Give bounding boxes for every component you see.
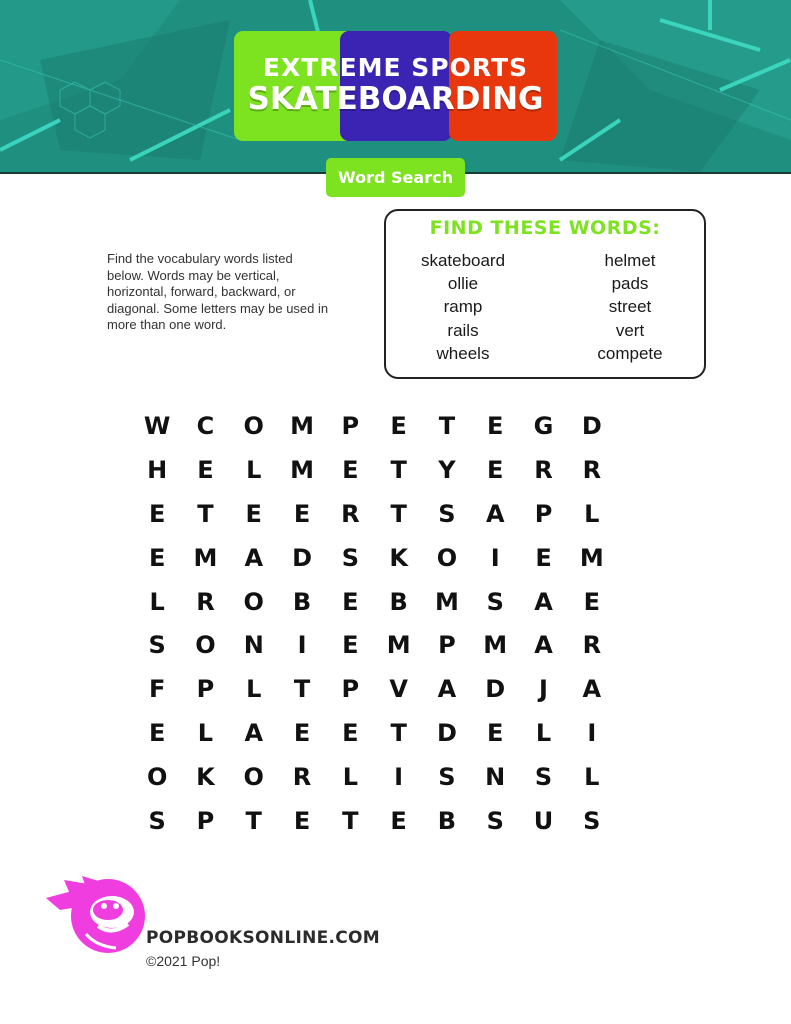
grid-letter: D: [292, 543, 312, 572]
grid-letter: R: [341, 499, 360, 528]
grid-letter: I: [490, 543, 500, 572]
grid-letter: O: [243, 763, 264, 792]
grid-letter: A: [534, 631, 553, 660]
grid-letter: A: [244, 719, 264, 748]
grid-letter: T: [390, 499, 407, 528]
word-item: ramp: [443, 297, 483, 317]
title-extreme-sports: EXTREME SPORTS: [262, 53, 529, 82]
grid-letter: T: [390, 719, 407, 748]
grid-letter: R: [582, 631, 602, 660]
grid-letter: L: [535, 719, 552, 748]
grid-letter: B: [292, 587, 312, 616]
grid-letter: O: [243, 587, 264, 616]
grid-letter: I: [394, 763, 404, 792]
grid-letter: A: [534, 587, 553, 616]
grid-letter: T: [245, 807, 262, 836]
grid-letter: L: [584, 499, 600, 528]
word-item: wheels: [436, 343, 490, 363]
grid-letter: V: [389, 675, 408, 704]
grid-letter: R: [582, 455, 602, 484]
grid-letter: Y: [438, 455, 456, 484]
word-list-title: FIND THESE WORDS:: [429, 217, 661, 239]
word-item: pads: [611, 274, 649, 294]
grid-letter: D: [581, 412, 602, 440]
word-list-right: [565, 249, 695, 365]
grid-letter: P: [196, 675, 215, 704]
grid-letter: S: [486, 587, 504, 616]
grid-letter: O: [195, 631, 216, 660]
grid-letter: E: [342, 719, 359, 748]
grid-letter: J: [539, 675, 548, 704]
grid-letter: L: [149, 587, 165, 616]
grid-letter: E: [535, 543, 552, 572]
grid-letter: T: [390, 455, 407, 484]
grid-letter: E: [148, 543, 166, 572]
grid-letter: E: [487, 455, 504, 484]
grid-letter: A: [582, 675, 602, 704]
word-item: compete: [597, 343, 663, 363]
grid-letter: M: [483, 631, 508, 660]
grid-letter: R: [534, 455, 553, 484]
grid-letter: E: [293, 719, 311, 748]
grid-letter: S: [341, 543, 359, 572]
word-item: skateboard: [420, 251, 506, 270]
footer-site-link[interactable]: POPBOOKSONLINE.COM: [146, 928, 381, 948]
grid-letter: A: [485, 499, 505, 528]
word-search-grid: [133, 407, 657, 846]
header-banner: [0, 0, 791, 174]
grid-letter: P: [196, 807, 215, 836]
grid-letter: L: [246, 675, 262, 704]
grid-letter: P: [341, 675, 360, 704]
grid-letter: O: [436, 543, 458, 572]
grid-letter: N: [243, 631, 264, 660]
grid-letter: S: [438, 763, 456, 792]
grid-letter: S: [583, 807, 601, 836]
grid-letter: P: [341, 412, 360, 440]
grid-letter: N: [485, 763, 506, 792]
grid-letter: E: [293, 499, 311, 528]
grid-letter: S: [486, 807, 504, 836]
word-item: street: [608, 297, 652, 317]
grid-letter: W: [143, 412, 171, 440]
footer-copyright: ©2021 Pop!: [146, 953, 221, 969]
grid-letter: K: [196, 763, 215, 792]
grid-letter: P: [438, 631, 456, 660]
grid-letter: T: [342, 807, 359, 836]
grid-letter: M: [579, 543, 604, 572]
subtitle-word-search: Word Search: [326, 158, 465, 197]
title-skateboarding: SKATEBOARDING: [247, 81, 544, 117]
grid-letter: L: [342, 763, 358, 792]
word-item: vert: [615, 320, 645, 340]
grid-letter: M: [290, 455, 314, 484]
grid-letter: S: [148, 807, 166, 836]
grid-letter: L: [584, 763, 600, 792]
grid-letter: E: [390, 412, 407, 440]
grid-letter: A: [244, 543, 264, 572]
word-item: ollie: [447, 274, 479, 294]
word-list-left: [398, 249, 528, 365]
grid-letter: E: [197, 455, 214, 484]
grid-letter: M: [290, 412, 314, 440]
grid-letter: T: [197, 499, 214, 528]
grid-letter: P: [534, 499, 553, 528]
grid-letter: L: [197, 719, 214, 748]
grid-letter: M: [193, 543, 218, 572]
word-item: rails: [447, 320, 479, 340]
grid-letter: E: [390, 807, 407, 836]
grid-letter: E: [583, 587, 601, 616]
grid-letter: I: [587, 719, 597, 748]
grid-letter: E: [148, 719, 166, 748]
grid-letter: T: [293, 675, 311, 704]
grid-letter: T: [438, 412, 456, 440]
grid-letter: E: [342, 631, 359, 660]
grid-letter: D: [485, 675, 506, 704]
grid-letter: O: [243, 412, 264, 440]
grid-letter: E: [487, 412, 504, 440]
grid-letter: K: [389, 543, 408, 572]
grid-letter: E: [293, 807, 311, 836]
grid-letter: E: [245, 499, 262, 528]
grid-letter: A: [437, 675, 457, 704]
word-list-box: [384, 209, 706, 379]
grid-letter: I: [297, 631, 307, 660]
grid-letter: B: [437, 807, 457, 836]
grid-letter: B: [389, 587, 408, 616]
grid-letter: R: [292, 763, 312, 792]
grid-letter: M: [386, 631, 411, 660]
grid-letter: S: [438, 499, 456, 528]
grid-letter: E: [342, 587, 359, 616]
grid-letter: H: [147, 455, 168, 484]
grid-letter: C: [196, 412, 215, 440]
grid-letter: S: [534, 763, 553, 792]
grid-letter: E: [148, 499, 166, 528]
word-item: helmet: [604, 251, 656, 270]
grid-letter: D: [436, 719, 457, 748]
grid-letter: G: [533, 412, 554, 440]
title-blocks: [234, 31, 557, 141]
grid-letter: S: [148, 631, 166, 660]
grid-letter: R: [196, 587, 215, 616]
pop-mascot-logo-icon: [46, 876, 146, 954]
grid-letter: F: [148, 675, 166, 704]
grid-letter: M: [434, 587, 459, 616]
grid-letter: U: [533, 807, 554, 836]
grid-letter: L: [246, 455, 262, 484]
grid-letter: E: [342, 455, 359, 484]
instructions-text: Find the vocabulary words listed below. Words may be vertical, horizontal, forward, backward, or diagonal. Some letters may be used in more than one word.: [107, 251, 329, 332]
grid-letter: O: [146, 763, 168, 792]
grid-letter: E: [487, 719, 504, 748]
